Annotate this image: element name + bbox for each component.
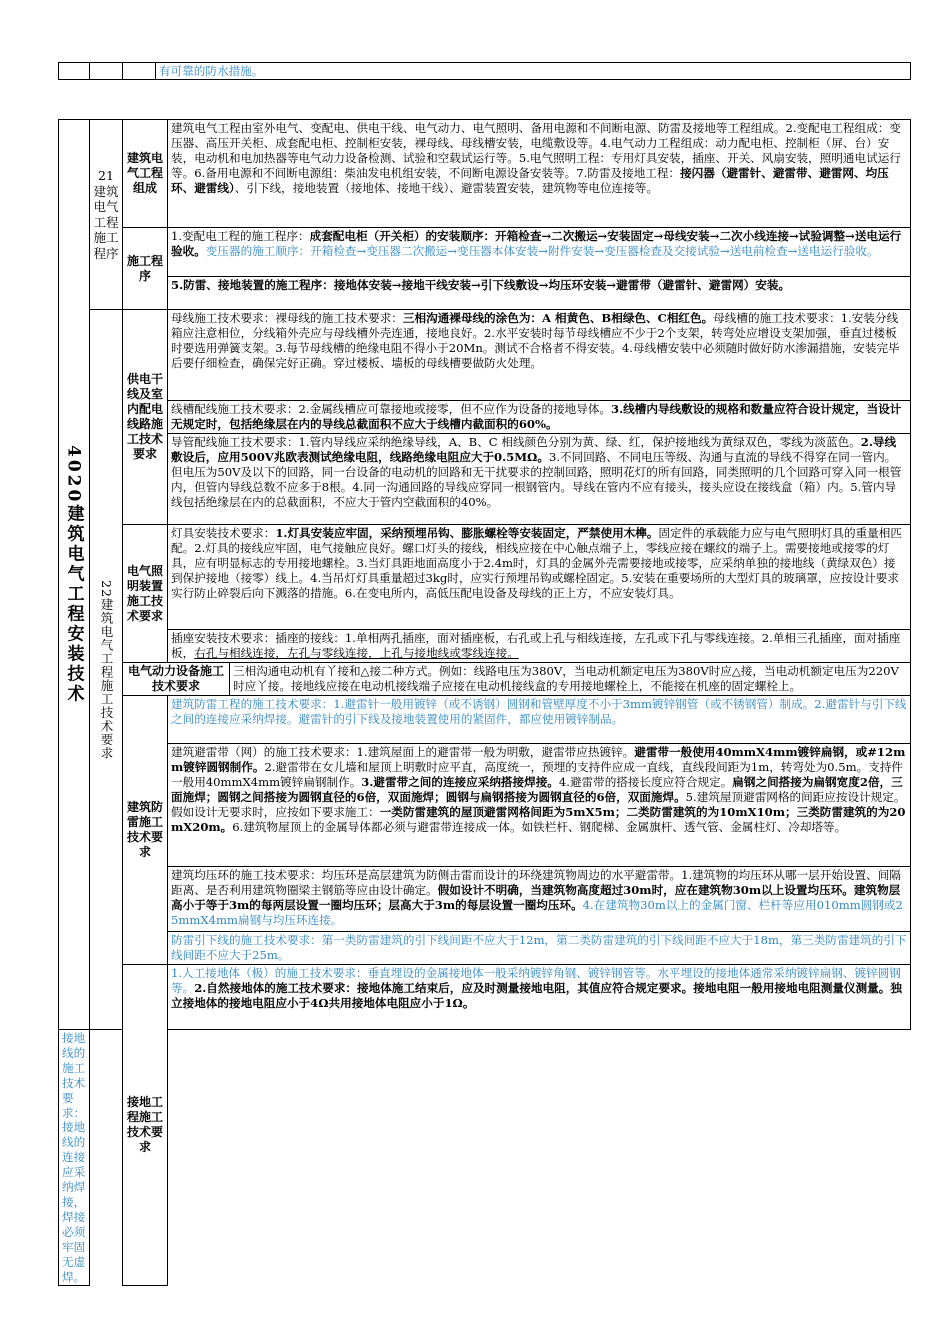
power-label: 电气动力设备施工技术要求: [123, 663, 230, 695]
table-row: [59, 310, 911, 401]
lamp-text: 灯具安装技术要求：1.灯具安装应牢固，采纳预埋吊钩、膨胀螺栓等安装固定，严禁使用木榫。固定件的承载能力应与电气照明灯具的重量相匹配。2.灯具的接线应牢固，电气接触应良好。螺口灯头的接线，相线应接在中心触点端子上，零线应接在螺纹的端子上。需要接地或接零的灯具，应有明显标志的专用接地螺栓。3.当灯具距地面高度小于2.4m时，灯具的金属外壳需要接地或接零，应采纳单独的接地线（黄绿双色）接到保护接地（接零）线上。4.当吊灯灯具重量超过3kg时，应实行预埋吊钩或螺栓固定。5.安装在重要场所的大型灯具的玻璃罩，应按设计要求实行防止碎裂后向下溅落的措施。6.在变电所内，高低压配电设备及母线的正上方，不应安装灯具。: [168, 525, 911, 630]
lighting-label: 电气照明装置施工技术要求: [123, 525, 168, 663]
table-row: [59, 1030, 911, 1286]
down-conductor-text: 防雷引下线的施工技术要求：第一类防雷建筑的引下线间距不应大于12m，第二类防雷建筑的引下线间距不应大于18m，第三类防雷建筑的引下线间距不应大于25m。: [168, 932, 911, 965]
table-row: [59, 630, 911, 663]
main-table: [58, 119, 911, 1286]
grounding-body-text: 1.人工接地体（极）的施工技术要求：垂直埋设的金属接地体一般采纳镀锌角钢、镀锌钢管等。水平埋设的接地体通常采纳镀锌扁钢、镀锌圆钢等。2.自然接地体的施工技术要求：接地体施工结束后，应及时测量接地电阻，其值应符合规定要求。接地电阻一般用接地电阻测量仪测量。独立接地体的接地电阻应小于4Ω共用接地体电阻应小于1Ω。: [168, 965, 911, 1030]
table-row: [59, 277, 911, 310]
procedure-lightning: 5.防雷、接地装置的施工程序：接地体安装→接地干线安装→引下线敷设→均压环安装→避雷带（避雷针、避雷网）安装。: [168, 277, 911, 310]
section21-title: 21建筑电气工程施工程序: [93, 168, 119, 261]
top-table: [58, 62, 911, 80]
equalizing-ring-text: 建筑均压环的施工技术要求：均压环是高层建筑为防侧击雷而设计的环绕建筑物周边的水平避雷带。1.建筑物的均压环从哪一层开始设置、间隔距离、是否利用建筑物圈梁主钢筋等应由设计确定。假如设计不明确，当建筑物高度超过30m时，应在建筑物30m以上设置均压环。建筑物层高小于等于3m的每两层设置一圈均压环；层高大于3m的每层设置一圈均压环。4.在建筑物30m以上的金属门窗、栏杆等应用010mm圆钢或25mmX4mm扁钢与均压环连接。: [168, 867, 911, 932]
grounding-label: 接地工程施工技术要求: [123, 965, 168, 1286]
chapter-cell: [59, 120, 90, 1030]
section21-cell: [90, 120, 123, 310]
lightning-belt-text: 建筑避雷带（网）的施工技术要求：1.建筑屋面上的避雷带一般为明敷，避雷带应热镀锌。避雷带一般使用40mmX4mm镀锌扁钢，或#12mm镀锌圆钢制作。2.避雷带在女儿墙和屋顶上明敷时应平直，高度统一，预埋的支持件应成一直线，直线段间距为1m，转弯处为0.5m。支持件一般用40mmX4mm镀锌扁钢制作。3.避雷带之间的连接应采纳搭接焊接。4.避雷带的搭接长度应符合规定。扁钢之间搭接为扁钢宽度2倍，三面施焊；圆钢之间搭接为圆钢直径的6倍，双面施焊；圆钢与扁钢搭接为圆钢直径的6倍，双面施焊。5.建筑屋顶避雷网格的间距应按设计规定。假如设计无要求时，应按如下要求施工：一类防雷建筑的屋顶避雷网格间距为5mX5m；二类防雷建筑的为10mX10m；三类防雷建筑的为20mX20m。6.建筑物屋顶上的金属导体都必须与避雷带连接成一体。如铁栏杆、钢爬梯、金属旗杆、透气管、金属柱灯、冷却塔等。: [168, 744, 911, 867]
empty-cell: [90, 63, 123, 80]
table-row: [59, 434, 911, 525]
empty-cell: [59, 63, 90, 80]
composition-label: 建筑电气工程组成: [123, 120, 168, 228]
table-row: [59, 525, 911, 630]
socket-text: 插座安装技术要求：插座的接线：1.单相两孔插座，面对插座板，右孔或上孔与相线连接，左孔或下孔与零线连接。2.单相三孔插座，面对插座板，右孔与相线连接，左孔与零线连接，上孔与接地线或零线连接。: [168, 630, 911, 663]
table-row: [59, 932, 911, 965]
busbar-text: 母线施工技术要求：裸母线的施工技术要求：三相沟通裸母线的涂色为：A 相黄色、B相绿色、C相红色。母线槽的施工技术要求：1.安装分线箱应注意相位，分线箱外壳应与母线槽外壳连通，接地良好。2.水平安装时每节母线槽应不少于2个支架，转弯处应增设支架加强，垂直过楼板时要选用弹簧支架。3.每节母线槽的绝缘电阻不得小于20Mn。测试不合格者不得安装。4.母线槽安装中必须随时做好防水渗漏措施，安装完毕后要仔细检查，确保完好正确。穿过楼板、墙板的母线槽要做防火处理。: [168, 310, 911, 401]
section22-title: 22建筑电气工程施工技术要求: [99, 579, 114, 760]
table-row: [59, 744, 911, 867]
procedure-label: 施工程序: [123, 228, 168, 310]
table-row: [59, 228, 911, 277]
procedure-substation: 1.变配电工程的施工程序：成套配电柜（开关柜）的安装顺序：开箱检查→二次搬运→安装固定→母线安装→二次小线连接→试验调整→送电运行验收。变压器的施工顺序：开箱检查→变压器二次搬运→变压器本体安装→附件安装→变压器检查及交接试验→送电前检查→送电运行验收。: [168, 228, 911, 277]
top-row-text: 有可靠的防水措施。: [156, 63, 911, 80]
trunking-text: 线槽配线施工技术要求：2.金属线槽应可靠接地或接零，但不应作为设备的接地导体。3.线槽内导线敷设的规格和数量应符合设计规定，当设计无规定时，包括绝缘层在内的导线总截面积不应大于线槽内截面积的60%。: [168, 401, 911, 434]
table-row: [59, 401, 911, 434]
chapter-title: 4020建筑电气工程安装技术: [63, 444, 84, 705]
conduit-text: 导管配线施工技术要求：1.管内导线应采纳绝缘导线，A、B、C 相线颜色分别为黄、绿、红，保护接地线为黄绿双色，零线为淡蓝色。2.导线敷设后，应用500V兆欧表测试绝缘电阻，线路绝缘电阻应大于0.5MΩ。3.不同回路、不同电压等级、沟通与直流的导线不得穿在同一管内。但电压为50V及以下的回路，同一台设备的电动机的回路和无干扰要求的控制回路，照明花灯的所有回路，同类照明的几个回路可穿入同一根管内，但管内导线总数不应多于8根。4.同一沟通回路的导线应穿同一根钢管内。导线在管内不应有接头，接头应设在接线盒（箱）内。5.管内导线包括绝缘层在内的总截面积，不应大于管内空截面积的40%。: [168, 434, 911, 525]
table-row: [59, 63, 911, 80]
lightning-rod-text: 建筑防雷工程的施工技术要求：1.避雷针一般用镀锌（或不诱钢）圆钢和管壁厚度不小于3mm镀锌钢管（或不锈钢管）制成。2.避雷针与引下线之间的连接应采纳焊接。避雷针的引下线及接地装置使用的紧固件，都应使用镀锌制品。: [168, 696, 911, 744]
section22-cell: [90, 310, 123, 1030]
table-row: [59, 965, 911, 1030]
table-row: [59, 696, 911, 744]
table-row: [59, 120, 911, 228]
grounding-wire-text: 接地线的施工技术要求：接地线的连接应采纳焊接，焊接必须牢固无虚焊。: [59, 1030, 90, 1286]
table-row: [59, 663, 911, 696]
power-text: 三相沟通电动机有丫接和△接二种方式。例如：线路电压为380V，当电动机额定电压为380V时应△接，当电动机额定电压为220V时应丫接。接地线应接在电动机接线端子应接在电动机接线盒的专用接地螺栓上，不能接在机座的固定螺栓上。: [233, 664, 899, 693]
empty-cell: [123, 63, 156, 80]
composition-text: 建筑电气工程由室外电气、变配电、供电干线、电气动力、电气照明、备用电源和不间断电源、防雷及接地等工程组成。2.变配电工程组成：变压器、高压开关柜、成套配电柜、控制柜安装，裸母线、母线槽安装，电缆敷设等。4.电气动力工程组成：动力配电柜、控制柜（屏、台）安装，电动机和电加热器等电气动力设备检测、试验和空载试运行等。5.电气照明工程：专用灯具安装，插座、开关、风扇安装，照明通电试运行等。6.备用电源和不间断电源组：柴油发电机组安装，不间断电源设备安装等。7.防雷及接地工程：接闪器（避雷针、避雷带、避雷网、均压环、避雷线）、引下线，接地装置（接地体、接地干线）、避雷装置安装，建筑物等电位连接等。: [168, 120, 911, 228]
table-row: [59, 867, 911, 932]
feeder-label: 供电干线及室内配电线路施工技术要求: [123, 310, 168, 525]
power-row: [123, 663, 911, 696]
lightning-label: 建筑防雷施工技术要求: [123, 696, 168, 965]
